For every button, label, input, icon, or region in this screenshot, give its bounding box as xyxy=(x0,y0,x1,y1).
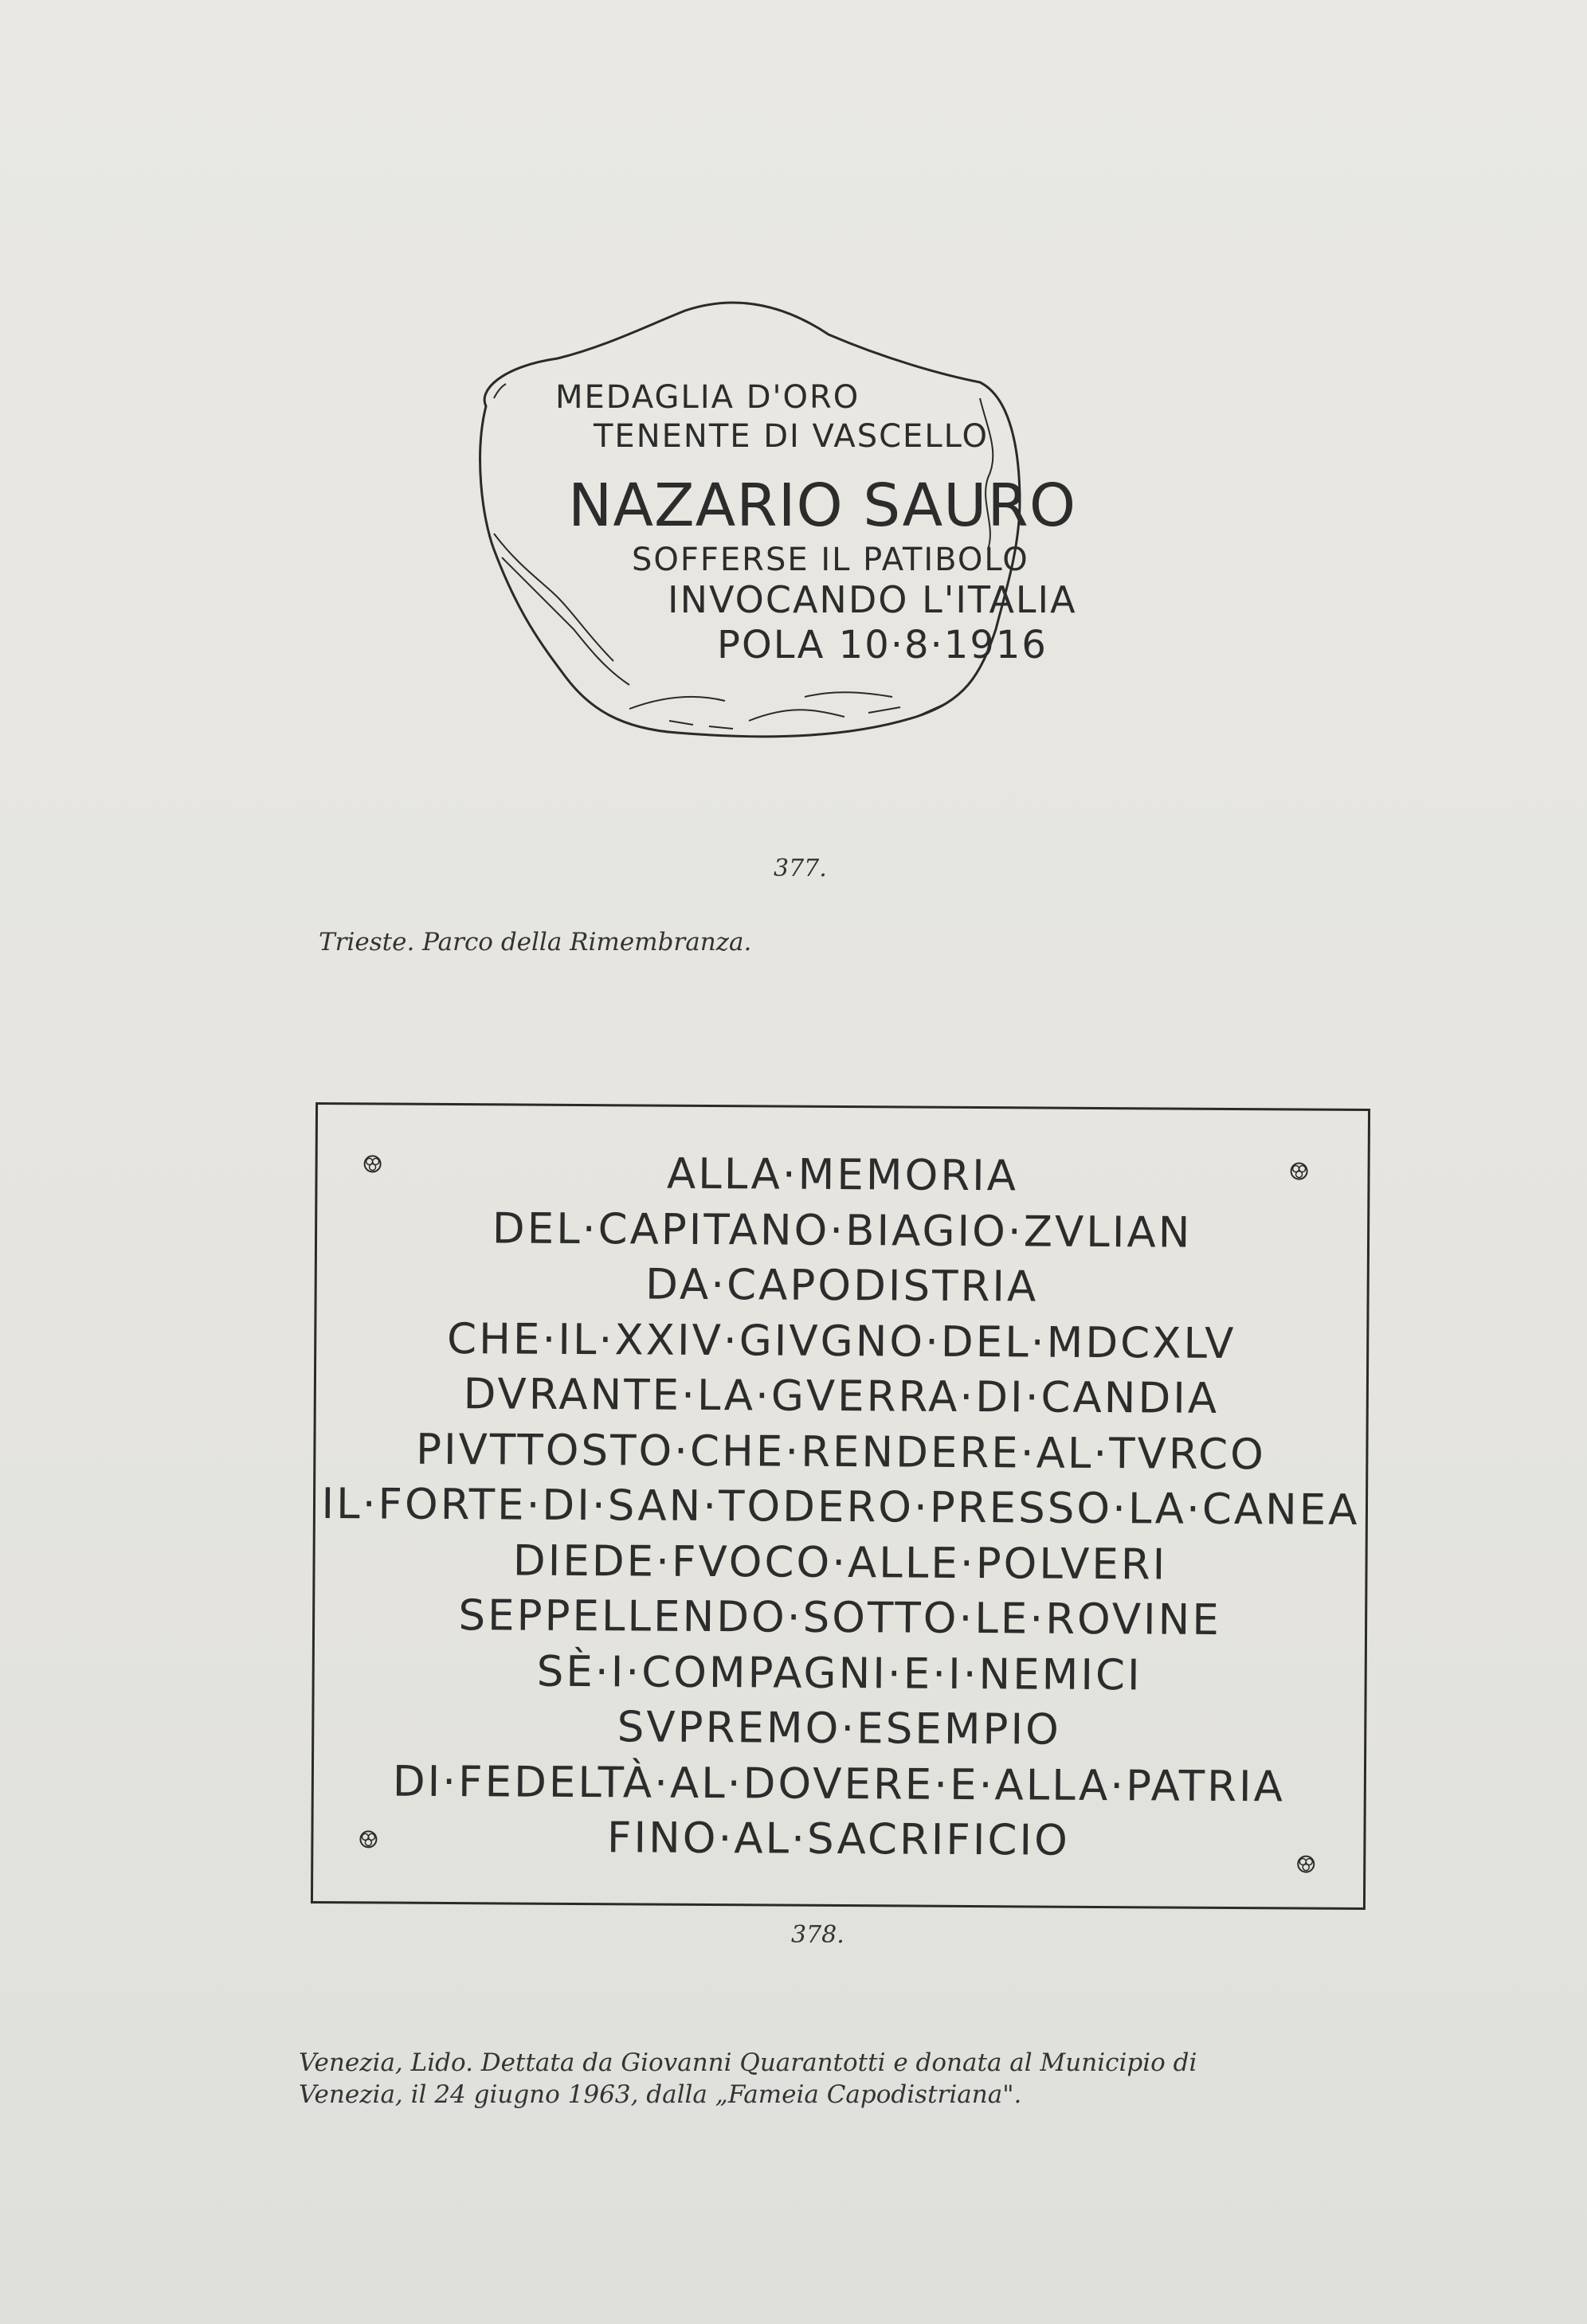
plaque-inscription xyxy=(313,1144,1367,1871)
stone-line: POLA 10·8·1916 xyxy=(717,623,1048,667)
plaque-line: DA·CAPODISTRIA xyxy=(645,1260,1039,1312)
stone-outline xyxy=(470,295,1091,788)
stone-line: INVOCANDO L'ITALIA xyxy=(668,578,1077,621)
figure-caption-line: Venezia, il 24 giugno 1963, dalla „Fameia Capodistriana". xyxy=(299,2080,1022,2109)
plaque-line: CHE·IL·XXIV·GIVGNO·DEL·MDCXLV xyxy=(446,1314,1236,1368)
stone-line: MEDAGLIA D'ORO xyxy=(555,379,860,416)
plaque-line: DEL·CAPITANO·BIAGIO·ZVLIAN xyxy=(492,1203,1193,1258)
figure-number: 377. xyxy=(774,855,827,882)
stone-line: SOFFERSE IL PATIBOLO xyxy=(632,542,1029,578)
stone-line: NAZARIO SAURO xyxy=(568,471,1077,540)
figure-number: 378. xyxy=(791,1921,844,1949)
plaque-line: IL·FORTE·DI·SAN·TODERO·PRESSO·LA·CANEA xyxy=(321,1480,1360,1535)
memorial-plaque xyxy=(311,1102,1370,1910)
stone-line: TENENTE DI VASCELLO xyxy=(594,418,989,455)
plaque-line: SVPREMO·ESEMPIO xyxy=(617,1703,1062,1755)
figure-caption: Trieste. Parco della Rimembranza. xyxy=(319,928,752,957)
figure-caption-line: Venezia, Lido. Dettata da Giovanni Quarantotti e donata al Municipio di xyxy=(299,2048,1197,2077)
plaque-line: ALLA·MEMORIA xyxy=(666,1149,1019,1201)
plaque-line: FINO·AL·SACRIFICIO xyxy=(606,1813,1071,1865)
plaque-line: DI·FEDELTÀ·AL·DOVERE·E·ALLA·PATRIA xyxy=(392,1757,1286,1811)
plaque-line: PIVTTOSTO·CHE·RENDERE·AL·TVRCO xyxy=(415,1425,1266,1479)
plaque-line: SEPPELLENDO·SOTTO·LE·ROVINE xyxy=(458,1591,1221,1645)
plaque-line: DVRANTE·LA·GVERRA·DI·CANDIA xyxy=(463,1370,1220,1423)
plaque-line: SÈ·I·COMPAGNI·E·I·NEMICI xyxy=(536,1647,1142,1700)
plaque-line: DIEDE·FVOCO·ALLE·POLVERI xyxy=(512,1536,1168,1590)
